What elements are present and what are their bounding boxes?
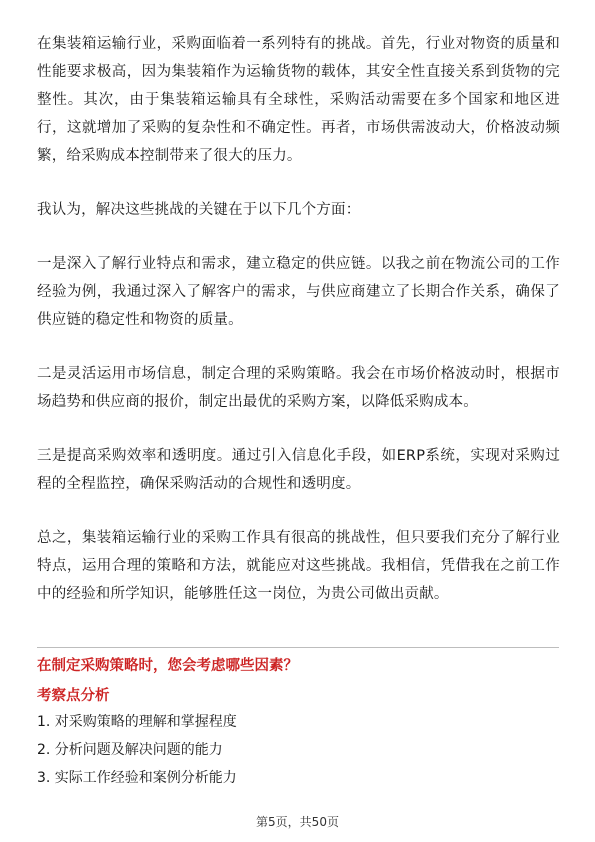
paragraph-point-three: 三是提高采购效率和透明度。通过引入信息化手段，如ERP系统，实现对采购过程的全程监控，确保采购活动的合规性和透明度。 <box>37 448 560 492</box>
list-item: 3. 实际工作经验和案例分析能力 <box>37 770 237 786</box>
paragraph-challenges: 在集装箱运输行业，采购面临着一系列特有的挑战。首先，行业对物资的质量和性能要求极高，因为集装箱作为运输货物的载体，其安全性直接关系到货物的完整性。其次，由于集装箱运输具有全球性，采购活动需要在多个国家和地区进行，这就增加了采购的复杂性和不确定性。再者，市场供需波动大，价格波动频繁，给采购成本控制带来了很大的压力。 <box>37 36 560 164</box>
page-number: 第5页，共50页 <box>256 815 339 829</box>
paragraph-point-two: 二是灵活运用市场信息，制定合理的采购策略。我会在市场价格波动时，根据市场趋势和供应商的报价，制定出最优的采购方案，以降低采购成本。 <box>37 366 560 410</box>
paragraph-conclusion: 总之，集装箱运输行业的采购工作具有很高的挑战性，但只要我们充分了解行业特点，运用合理的策略和方法，就能应对这些挑战。我相信，凭借我在之前工作中的经验和所学知识，能够胜任这一岗位，为贵公司做出贡献。 <box>37 530 560 602</box>
analysis-list <box>37 708 559 792</box>
analysis-heading: 考察点分析 <box>37 688 110 704</box>
section-divider <box>37 647 559 648</box>
paragraph-point-one: 一是深入了解行业特点和需求，建立稳定的供应链。以我之前在物流公司的工作经验为例，我通过深入了解客户的需求，与供应商建立了长期合作关系，确保了供应链的稳定性和物资的质量。 <box>37 256 560 328</box>
list-item: 2. 分析问题及解决问题的能力 <box>37 742 223 758</box>
list-item: 1. 对采购策略的理解和掌握程度 <box>37 714 237 730</box>
answer-body <box>37 30 560 634</box>
interview-question: 在制定采购策略时，您会考虑哪些因素？ <box>37 658 298 674</box>
paragraph-intro-solutions: 我认为，解决这些挑战的关键在于以下几个方面： <box>37 202 361 218</box>
